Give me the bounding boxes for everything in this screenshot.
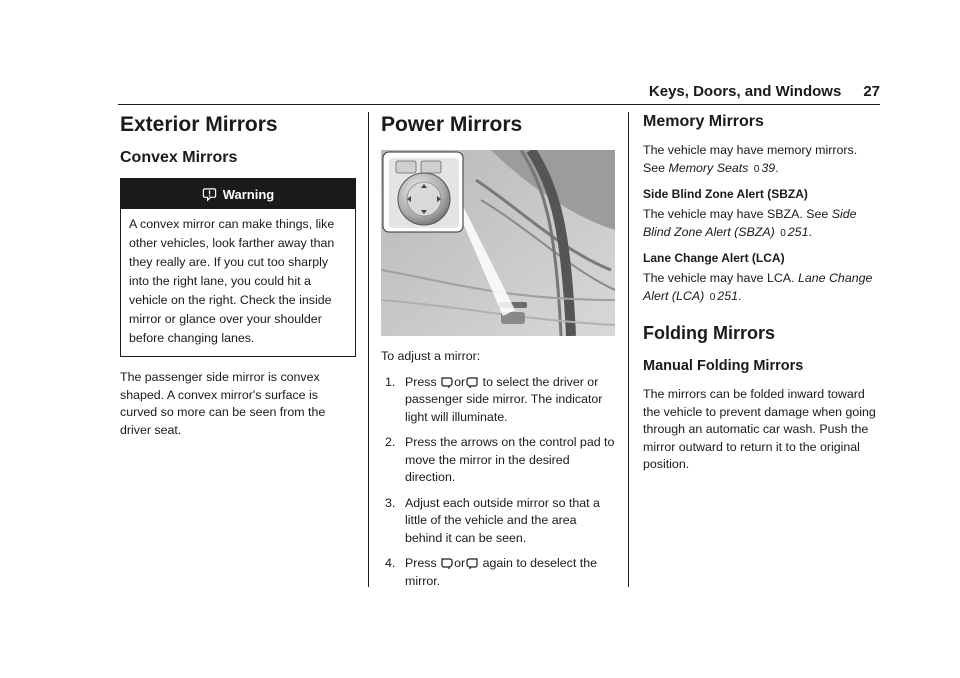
sbza-link[interactable]: Side Blind Zone Alert (SBZA)	[643, 207, 857, 239]
right-mirror-select-icon	[466, 557, 478, 569]
page-number: 27	[863, 83, 880, 100]
step-3	[381, 495, 615, 548]
warning-label: Warning	[222, 186, 275, 202]
header-rule	[118, 104, 880, 105]
page-ref-icon: 0	[780, 227, 786, 239]
page-ref-icon: 0	[753, 163, 760, 175]
warning-box	[120, 178, 356, 357]
column-2	[381, 112, 615, 598]
step-number: 3.	[385, 495, 396, 510]
warning-header	[121, 179, 355, 209]
step-1	[381, 374, 615, 427]
step-number: 4.	[385, 556, 396, 570]
heading-manual-folding-mirrors: Manual Folding Mirrors	[643, 358, 804, 374]
heading-power-mirrors: Power Mirrors	[381, 113, 523, 136]
adjust-intro: To adjust a mirror:	[381, 349, 481, 363]
left-mirror-select-icon	[441, 557, 453, 569]
period: .	[737, 288, 742, 303]
section-title: Keys, Doors, and Windows	[648, 83, 842, 100]
lca-page[interactable]: 251	[717, 288, 738, 303]
warning-line: they really are. If you cut too sharply	[129, 255, 329, 269]
step-number: 1.	[385, 374, 396, 389]
heading-convex-mirrors: Convex Mirrors	[120, 149, 238, 166]
convex-mirror-text: The passenger side mirror is convex shaped. A convex mirror's surface is curved so more can be seen from the driver seat.	[120, 370, 326, 437]
heading-exterior-mirrors: Exterior Mirrors	[120, 113, 278, 136]
warning-line: vehicle on the right. Check the inside	[129, 293, 332, 307]
step-text: Press the arrows on the control pad to move the mirror in the desired direction.	[405, 435, 615, 484]
warning-icon	[202, 187, 217, 202]
column-divider	[368, 112, 369, 587]
step-number: 2.	[385, 435, 396, 449]
warning-line: A convex mirror can make things, like	[129, 217, 335, 231]
memory-mirrors-text	[643, 142, 880, 178]
right-mirror-select-icon	[466, 376, 478, 388]
running-header	[560, 83, 880, 100]
sbza-page[interactable]: 251	[787, 224, 809, 239]
warning-line: mirror or glance over your shoulder	[129, 312, 322, 326]
memory-seats-link[interactable]: Memory Seats	[668, 160, 749, 175]
warning-line: into the right lane, you could hit a	[129, 274, 311, 288]
left-mirror-select-icon	[441, 376, 453, 388]
heading-sbza: Side Blind Zone Alert (SBZA)	[643, 187, 808, 201]
lca-link[interactable]: Lane Change Alert (LCA)	[643, 271, 873, 303]
step-text: Press	[405, 556, 437, 570]
door-panel-illustration	[381, 150, 615, 336]
sbza-body: The vehicle may have SBZA. See	[643, 207, 829, 221]
step-2	[381, 434, 615, 487]
memory-text: The vehicle may have memory mirrors. See	[643, 143, 858, 175]
adjust-steps	[381, 374, 615, 591]
or-text: or	[454, 556, 466, 570]
mirror-control-photo	[381, 150, 615, 336]
period: .	[808, 224, 812, 239]
warning-text	[121, 209, 355, 356]
heading-lca: Lane Change Alert (LCA)	[643, 251, 785, 265]
column-divider	[628, 112, 629, 587]
step-text: again to deselect the mirror.	[405, 556, 597, 588]
step-text: to select the driver or passenger side mirror. The indicator light will illuminate.	[405, 374, 603, 424]
or-text: or	[454, 374, 466, 389]
column-3	[643, 112, 880, 482]
warning-line: other vehicles, look farther away than	[129, 236, 335, 250]
lca-text	[643, 270, 880, 306]
heading-folding-mirrors: Folding Mirrors	[643, 323, 775, 343]
warning-line: before changing lanes.	[129, 331, 255, 345]
step-text: Press	[405, 374, 437, 389]
step-4	[381, 555, 615, 590]
sbza-text	[643, 206, 880, 242]
period: .	[775, 160, 779, 175]
memory-seats-page[interactable]: 39	[761, 160, 776, 175]
lca-body: The vehicle may have LCA.	[643, 271, 795, 285]
step-text: Adjust each outside mirror so that a little of the vehicle and the area behind it can be seen.	[405, 495, 600, 545]
folding-mirrors-text: The mirrors can be folded inward toward the vehicle to prevent damage when going through an automatic car wash. Push the mirror outward to return it to the original position.	[643, 387, 876, 471]
heading-memory-mirrors: Memory Mirrors	[643, 113, 764, 130]
column-1	[120, 112, 356, 447]
page-ref-icon: 0	[709, 291, 716, 303]
